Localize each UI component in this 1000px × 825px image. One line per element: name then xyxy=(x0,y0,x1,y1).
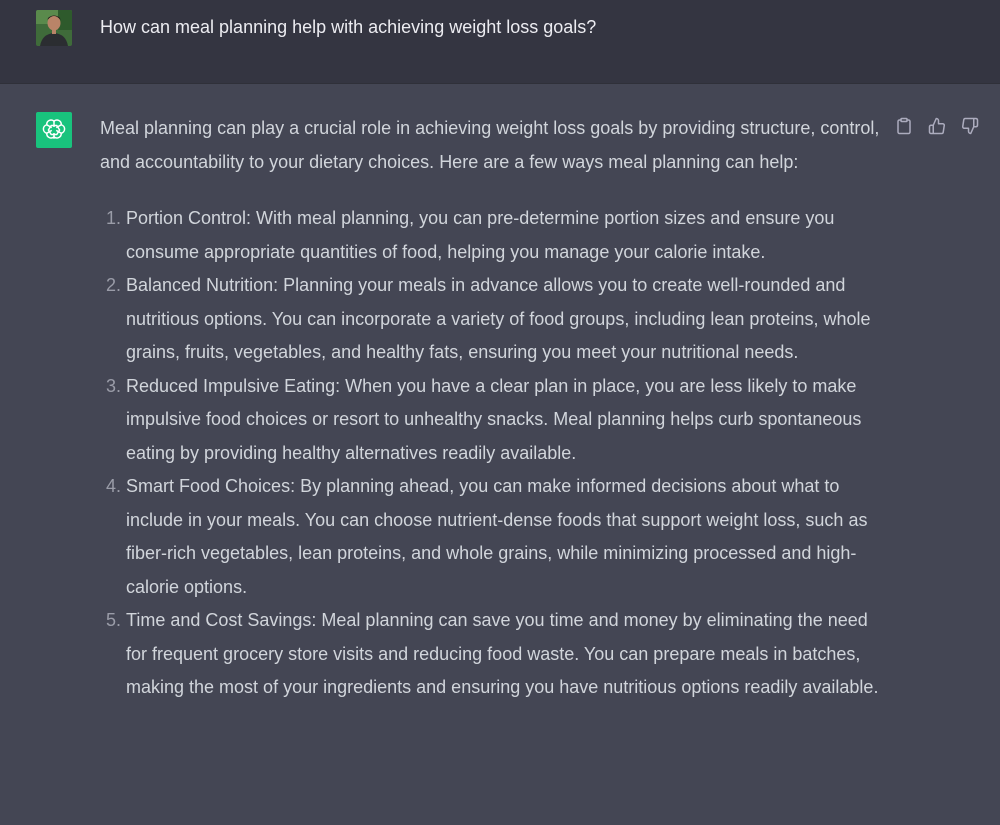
message-actions xyxy=(894,116,980,136)
openai-logo-icon xyxy=(42,118,66,142)
clipboard-icon xyxy=(895,117,913,135)
list-item: 1. Portion Control: With meal planning, you can pre-determine portion sizes and ensure you consume appropriate quantities of food, helping you manage your calorie intake. xyxy=(126,202,890,269)
user-message-row xyxy=(0,0,1000,84)
thumbs-down-icon xyxy=(961,117,979,135)
user-message-text: How can meal planning help with achieving weight loss goals? xyxy=(100,17,597,37)
list-item: 4. Smart Food Choices: By planning ahead, you can make informed decisions about what to include in your meals. You can choose nutrient-dense foods that support weight loss, such as fiber-rich vegetables, lean proteins, and whole grains, while minimizing processed and high-calorie options. xyxy=(126,470,890,604)
list-item: 5. Time and Cost Savings: Meal planning can save you time and money by eliminating the need for frequent grocery store visits and reducing food waste. You can prepare meals in batches, making the most of your ingredients and ensuring you have nutritious options readily available. xyxy=(126,604,890,705)
user-photo-avatar xyxy=(36,10,72,46)
answer-intro: Meal planning can play a crucial role in achieving weight loss goals by providing structure, control, and accountability to your dietary choices. Here are a few ways meal planning can help: xyxy=(100,118,880,172)
assistant-message-row xyxy=(0,84,1000,825)
copy-button[interactable] xyxy=(894,116,914,136)
thumbs-up-icon xyxy=(928,117,946,135)
list-item: 3. Reduced Impulsive Eating: When you have a clear plan in place, you are less likely to make impulsive food choices or resort to unhealthy snacks. Meal planning helps curb spontaneous eating by providing healthy alternatives readily available. xyxy=(126,370,890,471)
thumbs-down-button[interactable] xyxy=(960,116,980,136)
assistant-answer xyxy=(100,112,890,705)
user-avatar xyxy=(36,10,72,46)
assistant-avatar xyxy=(36,112,72,148)
list-item: 2. Balanced Nutrition: Planning your meals in advance allows you to create well-rounded and nutritious options. You can incorporate a variety of food groups, including lean proteins, whole grains, fruits, vegetables, and healthy fats, ensuring you meet your nutritional needs. xyxy=(126,269,890,370)
thumbs-up-button[interactable] xyxy=(927,116,947,136)
answer-list xyxy=(100,202,890,705)
